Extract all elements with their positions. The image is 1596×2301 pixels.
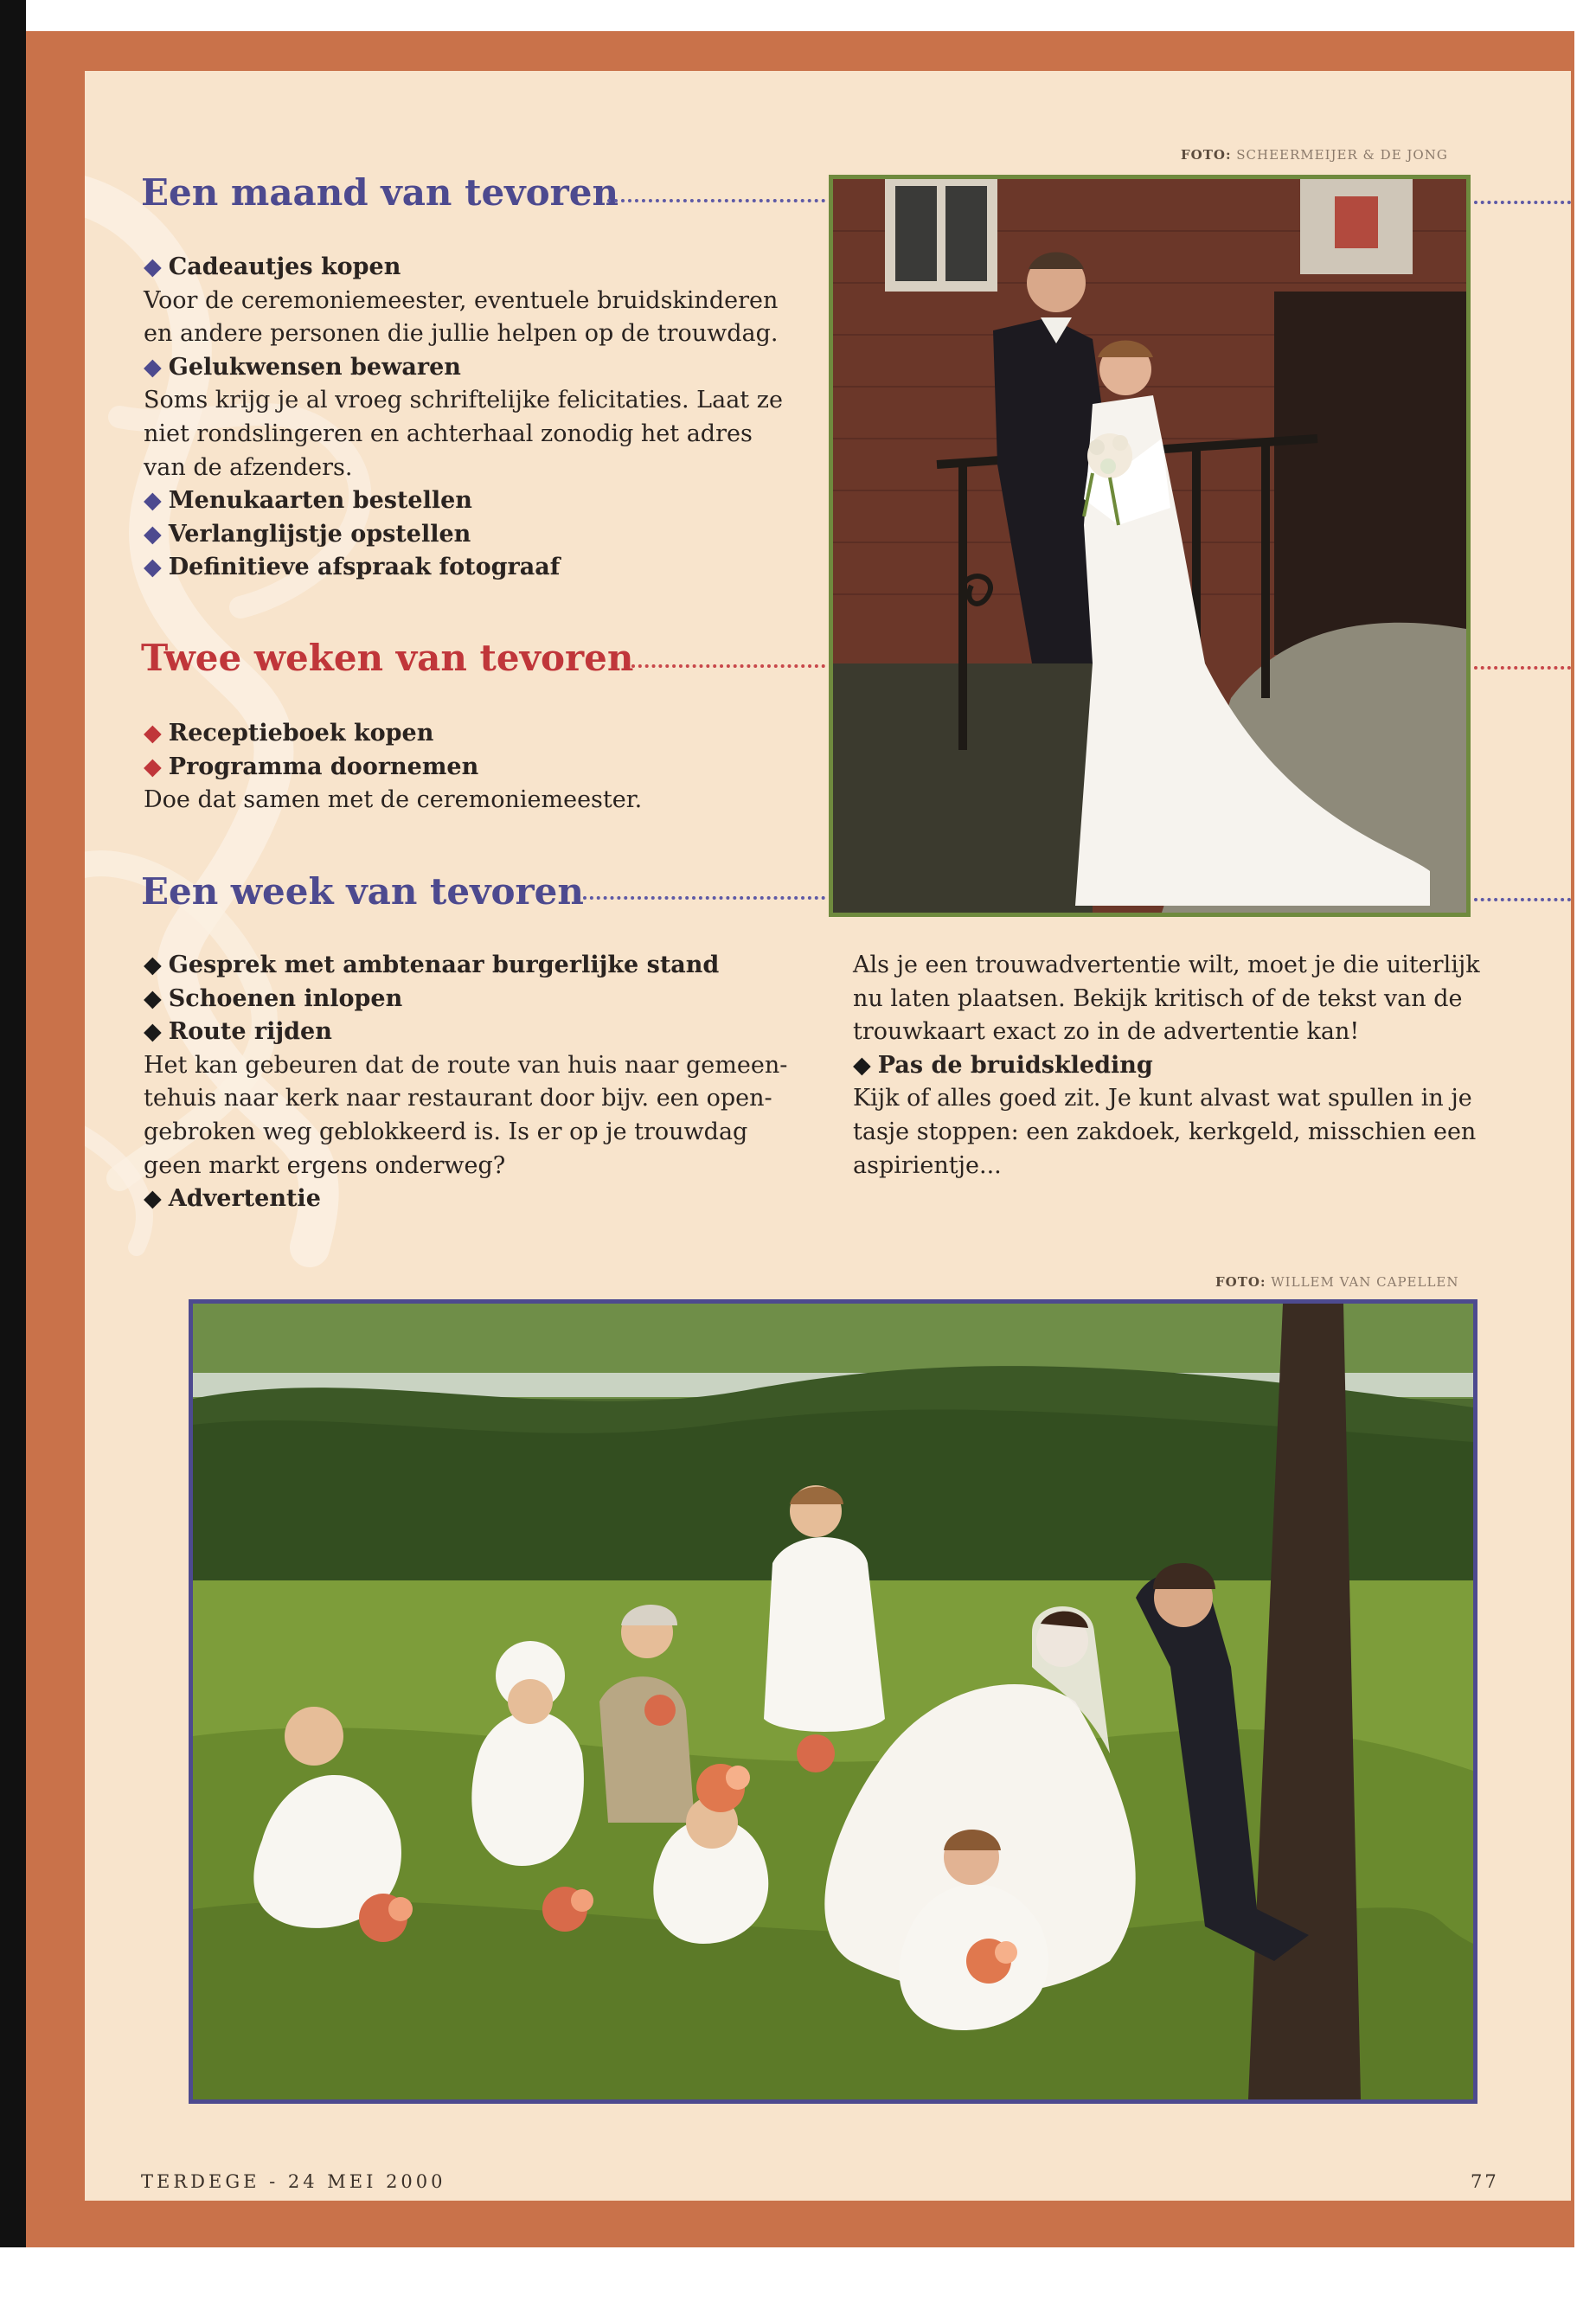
- dotted-rule: [1474, 201, 1571, 204]
- section-heading-week: Een week van tevoren: [141, 870, 584, 913]
- body-text: aspirientje...: [853, 1151, 1002, 1179]
- body-text: Kijk of alles goed zit. Je kunt alvast wat spullen in je: [853, 1085, 1472, 1112]
- section-body-week: [144, 949, 827, 1216]
- page-number: 77: [1471, 2171, 1499, 2192]
- bridal-party-illustration: [193, 1304, 1473, 2099]
- publication-footer: TERDEGE - 24 MEI 2000: [141, 2171, 446, 2192]
- right-column-text: [853, 949, 1493, 1183]
- checklist-item: ◆ Route rijden: [144, 1018, 332, 1046]
- diamond-icon: ◆: [144, 952, 162, 978]
- body-text: nu laten plaatsen. Bekijk kritisch of de tekst van de: [853, 984, 1463, 1012]
- body-text: trouwkaart exact zo in de advertentie kan!: [853, 1018, 1360, 1046]
- body-text: tehuis naar kerk naar restaurant door bijv. een open-: [144, 1085, 772, 1112]
- checklist-item: ◆ Receptieboek kopen: [144, 720, 434, 747]
- photo-credit-2: [1215, 1274, 1459, 1290]
- scan-margin-right: [1583, 0, 1596, 2301]
- dotted-rule: [607, 199, 825, 202]
- section-body-two-weeks: [144, 717, 827, 817]
- body-text: van de afzenders.: [144, 453, 353, 481]
- body-text: Soms krijg je al vroeg schriftelijke felicitaties. Laat ze: [144, 387, 783, 414]
- section-heading-month: Een maand van tevoren: [141, 171, 619, 214]
- dotted-rule: [1474, 666, 1571, 670]
- diamond-icon: ◆: [144, 753, 162, 780]
- diamond-icon: ◆: [144, 1018, 162, 1046]
- photo-credit-name: SCHEERMEIJER & DE JONG: [1236, 147, 1448, 163]
- body-text: niet rondslingeren en achterhaal zonodig het adres: [144, 420, 753, 447]
- diamond-icon: ◆: [144, 520, 162, 548]
- photo-credit-name: WILLEM VAN CAPELLEN: [1271, 1274, 1459, 1290]
- checklist-item: ◆ Definitieve afspraak fotograaf: [144, 554, 561, 581]
- scan-margin-bottom: [0, 2247, 1596, 2301]
- body-text: Voor de ceremoniemeester, eventuele bruidskinderen: [144, 286, 779, 314]
- body-text: Het kan gebeuren dat de route van huis naar gemeen-: [144, 1051, 788, 1079]
- diamond-icon: ◆: [144, 720, 162, 747]
- diamond-icon: ◆: [144, 554, 162, 581]
- diamond-icon: ◆: [144, 253, 162, 280]
- wedding-couple-illustration: [833, 179, 1466, 913]
- body-text: tasje stoppen: een zakdoek, kerkgeld, misschien een: [853, 1118, 1477, 1145]
- photo-credit-label: FOTO:: [1181, 147, 1232, 163]
- diamond-icon: ◆: [144, 1185, 162, 1213]
- scan-edge: [0, 0, 26, 2301]
- body-text: gebroken weg geblokkeerd is. Is er op je trouwdag: [144, 1118, 748, 1145]
- body-text: Als je een trouwadvertentie wilt, moet je die uiterlijk: [853, 952, 1480, 978]
- diamond-icon: ◆: [144, 353, 162, 381]
- checklist-item: ◆ Pas de bruidskleding: [853, 1051, 1153, 1079]
- checklist-item: ◆ Gelukwensen bewaren: [144, 353, 461, 381]
- dotted-rule: [1474, 898, 1571, 901]
- checklist-item: ◆ Programma doornemen: [144, 753, 479, 780]
- section-body-month: [144, 251, 827, 585]
- body-text: en andere personen die jullie helpen op de trouwdag.: [144, 320, 779, 348]
- body-text: geen markt ergens onderweg?: [144, 1151, 506, 1179]
- diamond-icon: ◆: [144, 487, 162, 515]
- checklist-item: ◆ Schoenen inlopen: [144, 984, 403, 1012]
- dotted-rule: [583, 896, 825, 900]
- photo-credit-label: FOTO:: [1215, 1274, 1266, 1290]
- checklist-item: ◆ Verlanglijstje opstellen: [144, 520, 471, 548]
- wedding-couple-photo: [829, 175, 1471, 917]
- checklist-item: ◆ Gesprek met ambtenaar burgerlijke stand: [144, 952, 720, 978]
- bridal-party-photo: [189, 1299, 1477, 2104]
- dotted-rule: [631, 664, 825, 668]
- photo-credit-1: [1181, 147, 1448, 163]
- diamond-icon: ◆: [853, 1051, 871, 1079]
- checklist-item: ◆ Menukaarten bestellen: [144, 487, 472, 515]
- checklist-item: ◆ Cadeautjes kopen: [144, 253, 401, 280]
- body-text: Doe dat samen met de ceremoniemeester.: [144, 786, 643, 814]
- checklist-item: ◆ Advertentie: [144, 1185, 321, 1213]
- section-heading-two-weeks: Twee weken van tevoren: [141, 637, 634, 679]
- diamond-icon: ◆: [144, 984, 162, 1012]
